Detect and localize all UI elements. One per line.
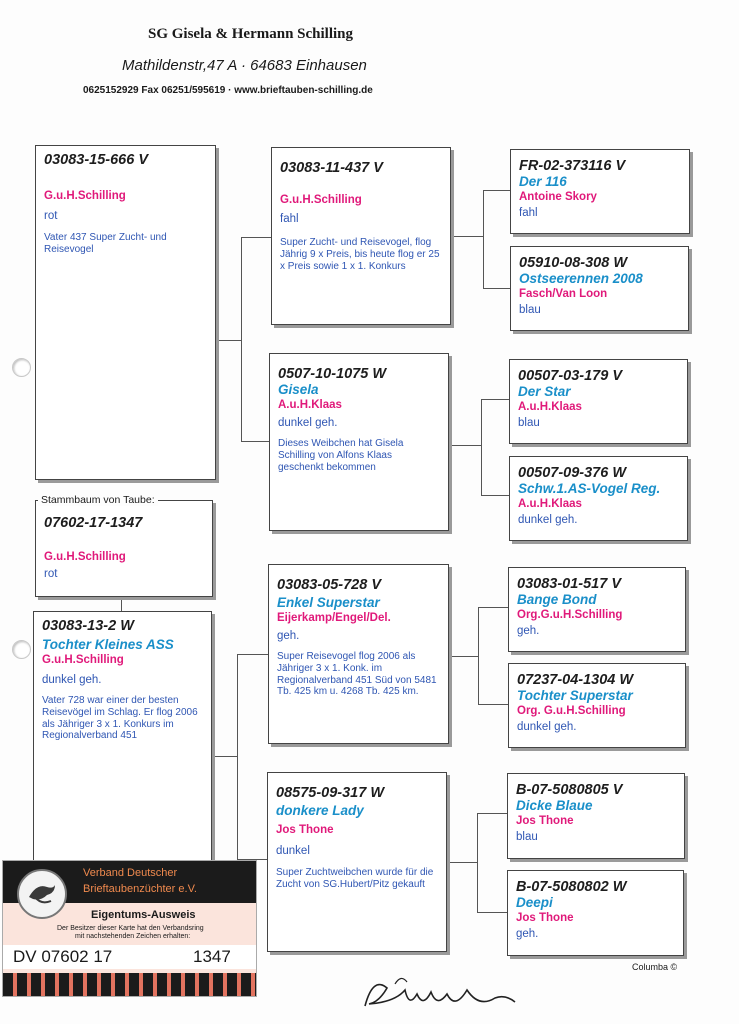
pigeon-name: Tochter Kleines ASS: [42, 637, 174, 652]
pigeon-name: Ostseerennen 2008: [519, 271, 643, 286]
pedigree-legend: Stammbaum von Taube:: [38, 494, 158, 506]
color-label: dunkel: [276, 845, 310, 857]
connector: [477, 813, 478, 913]
breeder-label: G.u.H.Schilling: [44, 190, 126, 202]
connector: [481, 399, 482, 496]
connector: [477, 912, 507, 913]
sticker-org-line1: Verband Deutscher: [83, 867, 178, 879]
pedigree-card-mfm: [508, 663, 686, 748]
pedigree-card-ffm: [510, 246, 689, 331]
ring-number: 03083-05-728 V: [277, 577, 381, 593]
color-label: dunkel geh.: [517, 721, 577, 733]
pedigree-card-father-mother: [269, 353, 449, 531]
connector: [241, 237, 242, 442]
connector: [477, 813, 507, 814]
sticker-pattern-band: [3, 973, 256, 997]
sticker-title: Eigentums-Ausweis: [91, 909, 196, 921]
color-label: fahl: [280, 213, 299, 225]
connector: [483, 190, 510, 191]
color-label: geh.: [517, 625, 540, 637]
pedigree-card-subject: [35, 500, 213, 597]
color-label: fahl: [519, 207, 538, 219]
ring-number: 08575-09-317 W: [276, 785, 385, 801]
ring-number: 03083-15-666 V: [44, 152, 148, 168]
pedigree-description: Super Reisevogel flog 2006 als Jähriger 3 x 1. Konk. im Regionalverband 451 Süd von 5481 Tb. 425 km u. 4268 Tb. 425 km.: [277, 651, 437, 698]
footer-credit: Columba ©: [632, 962, 678, 972]
connector: [483, 190, 484, 289]
connector: [241, 237, 271, 238]
pigeon-name: Gisela: [278, 382, 319, 397]
pigeon-name: donkere Lady: [276, 803, 364, 818]
breeder-label: G.u.H.Schilling: [44, 551, 126, 563]
pedigree-description: Vater 437 Super Zucht- und Reisevogel: [44, 232, 167, 255]
breeder-label: A.u.H.Klaas: [518, 401, 582, 413]
pigeon-logo-icon: [17, 869, 67, 919]
pedigree-card-mother-mother: [267, 772, 447, 952]
ring-number: 03083-13-2 W: [42, 618, 134, 634]
color-label: blau: [519, 304, 541, 316]
pedigree-description: Super Zuchtweibchen wurde für die Zucht von SG.Hubert/Pitz gekauft: [276, 867, 434, 890]
pigeon-name: Deepi: [516, 895, 553, 910]
pedigree-description: Super Zucht- und Reisevogel, flog Jährig 9 x Preis, bis heute flog er 25 x Preis sowie 1 x 1. Konkurs: [280, 237, 440, 272]
pigeon-name: Enkel Superstar: [277, 595, 380, 610]
breeder-label: A.u.H.Klaas: [278, 399, 342, 411]
connector: [478, 607, 508, 608]
connector: [212, 756, 237, 757]
pedigree-card-father: [35, 145, 216, 480]
ring-number: 0507-10-1075 W: [278, 366, 387, 382]
breeder-label: G.u.H.Schilling: [42, 654, 124, 666]
color-label: blau: [518, 417, 540, 429]
sticker-note-line2: mit nachstehenden Zeichen erhalten:: [75, 933, 191, 940]
pedigree-card-father-father: [271, 147, 451, 325]
pigeon-name: Schw.1.AS-Vogel Reg.: [518, 481, 661, 496]
connector: [483, 288, 510, 289]
pigeon-name: Dicke Blaue: [516, 798, 593, 813]
ownership-sticker: [2, 860, 257, 997]
sticker-ring-code: DV 07602 17: [13, 947, 113, 966]
connector: [121, 597, 122, 611]
binder-hole: [12, 640, 31, 659]
breeder-label: Org. G.u.H.Schilling: [517, 705, 626, 717]
breeder-contact: 0625152929 Fax 06251/595619 · www.brieftauben-schilling.de: [83, 85, 373, 96]
connector: [237, 654, 238, 860]
ring-number: 03083-11-437 V: [280, 160, 383, 176]
color-label: dunkel geh.: [278, 417, 338, 429]
color-label: geh.: [277, 630, 300, 642]
connector: [449, 445, 482, 446]
ring-number: 07602-17-1347: [44, 515, 143, 531]
sticker-note-line1: Der Besitzer dieser Karte hat den Verbandsring: [57, 925, 204, 932]
pigeon-name: Der Star: [518, 384, 571, 399]
connector: [237, 654, 268, 655]
breeder-label: Org.G.u.H.Schilling: [517, 609, 623, 621]
color-label: geh.: [516, 928, 539, 940]
pigeon-name: Der 116: [519, 174, 567, 189]
pedigree-description: Vater 728 war einer der besten Reisevögel im Schlag. Er flog 2006 als Jähriger 3 x 1. Konkurs im Regionalverband 451: [42, 695, 198, 742]
breeder-label: Jos Thone: [516, 815, 574, 827]
color-label: blau: [516, 831, 538, 843]
connector: [478, 607, 479, 705]
pedigree-card-mmf: [507, 773, 685, 859]
binder-hole: [12, 358, 31, 377]
connector: [481, 495, 509, 496]
ring-number: 05910-08-308 W: [519, 255, 628, 271]
ring-number: 00507-03-179 V: [518, 368, 622, 384]
breeder-label: Eijerkamp/Engel/Del.: [277, 612, 391, 624]
handwritten-signature: [355, 968, 525, 1023]
connector: [481, 399, 509, 400]
connector: [447, 862, 478, 863]
pedigree-card-fmf: [509, 359, 688, 444]
pigeon-name: Tochter Superstar: [517, 688, 633, 703]
pedigree-card-fmm: [509, 456, 688, 541]
pedigree-description: Dieses Weibchen hat Gisela Schilling von Alfons Klaas geschenkt bekommen: [278, 438, 404, 473]
color-label: dunkel geh.: [42, 674, 102, 686]
sticker-ring-number: 1347: [193, 947, 231, 966]
pigeon-name: Bange Bond: [517, 592, 597, 607]
color-label: dunkel geh.: [518, 514, 578, 526]
color-label: rot: [44, 210, 58, 222]
ring-number: FR-02-373116 V: [519, 158, 626, 174]
breeder-label: Jos Thone: [276, 824, 334, 836]
ring-number: B-07-5080805 V: [516, 782, 623, 798]
breeder-label: G.u.H.Schilling: [280, 194, 362, 206]
breeder-label: Jos Thone: [516, 912, 574, 924]
breeder-label: Antoine Skory: [519, 191, 597, 203]
ring-number: B-07-5080802 W: [516, 879, 627, 895]
breeder-address: Mathildenstr,47 A · 64683 Einhausen: [122, 57, 367, 74]
ring-number: 07237-04-1304 W: [517, 672, 634, 688]
connector: [449, 656, 479, 657]
connector: [241, 441, 269, 442]
connector: [215, 340, 242, 341]
sticker-org-line2: Brieftaubenzüchter e.V.: [83, 883, 197, 895]
connector: [478, 704, 508, 705]
ring-number: 00507-09-376 W: [518, 465, 627, 481]
pedigree-card-mff: [508, 567, 686, 652]
connector: [451, 236, 484, 237]
ring-number: 03083-01-517 V: [517, 576, 621, 592]
color-label: rot: [44, 568, 58, 580]
pedigree-card-mmm: [507, 870, 684, 956]
pedigree-card-mother-father: [268, 564, 449, 744]
breeder-label: Fasch/Van Loon: [519, 288, 608, 300]
breeder-label: A.u.H.Klaas: [518, 498, 582, 510]
pedigree-card-fff: [510, 149, 690, 234]
pedigree-card-mother: [33, 611, 212, 866]
breeder-name: SG Gisela & Hermann Schilling: [148, 26, 354, 42]
